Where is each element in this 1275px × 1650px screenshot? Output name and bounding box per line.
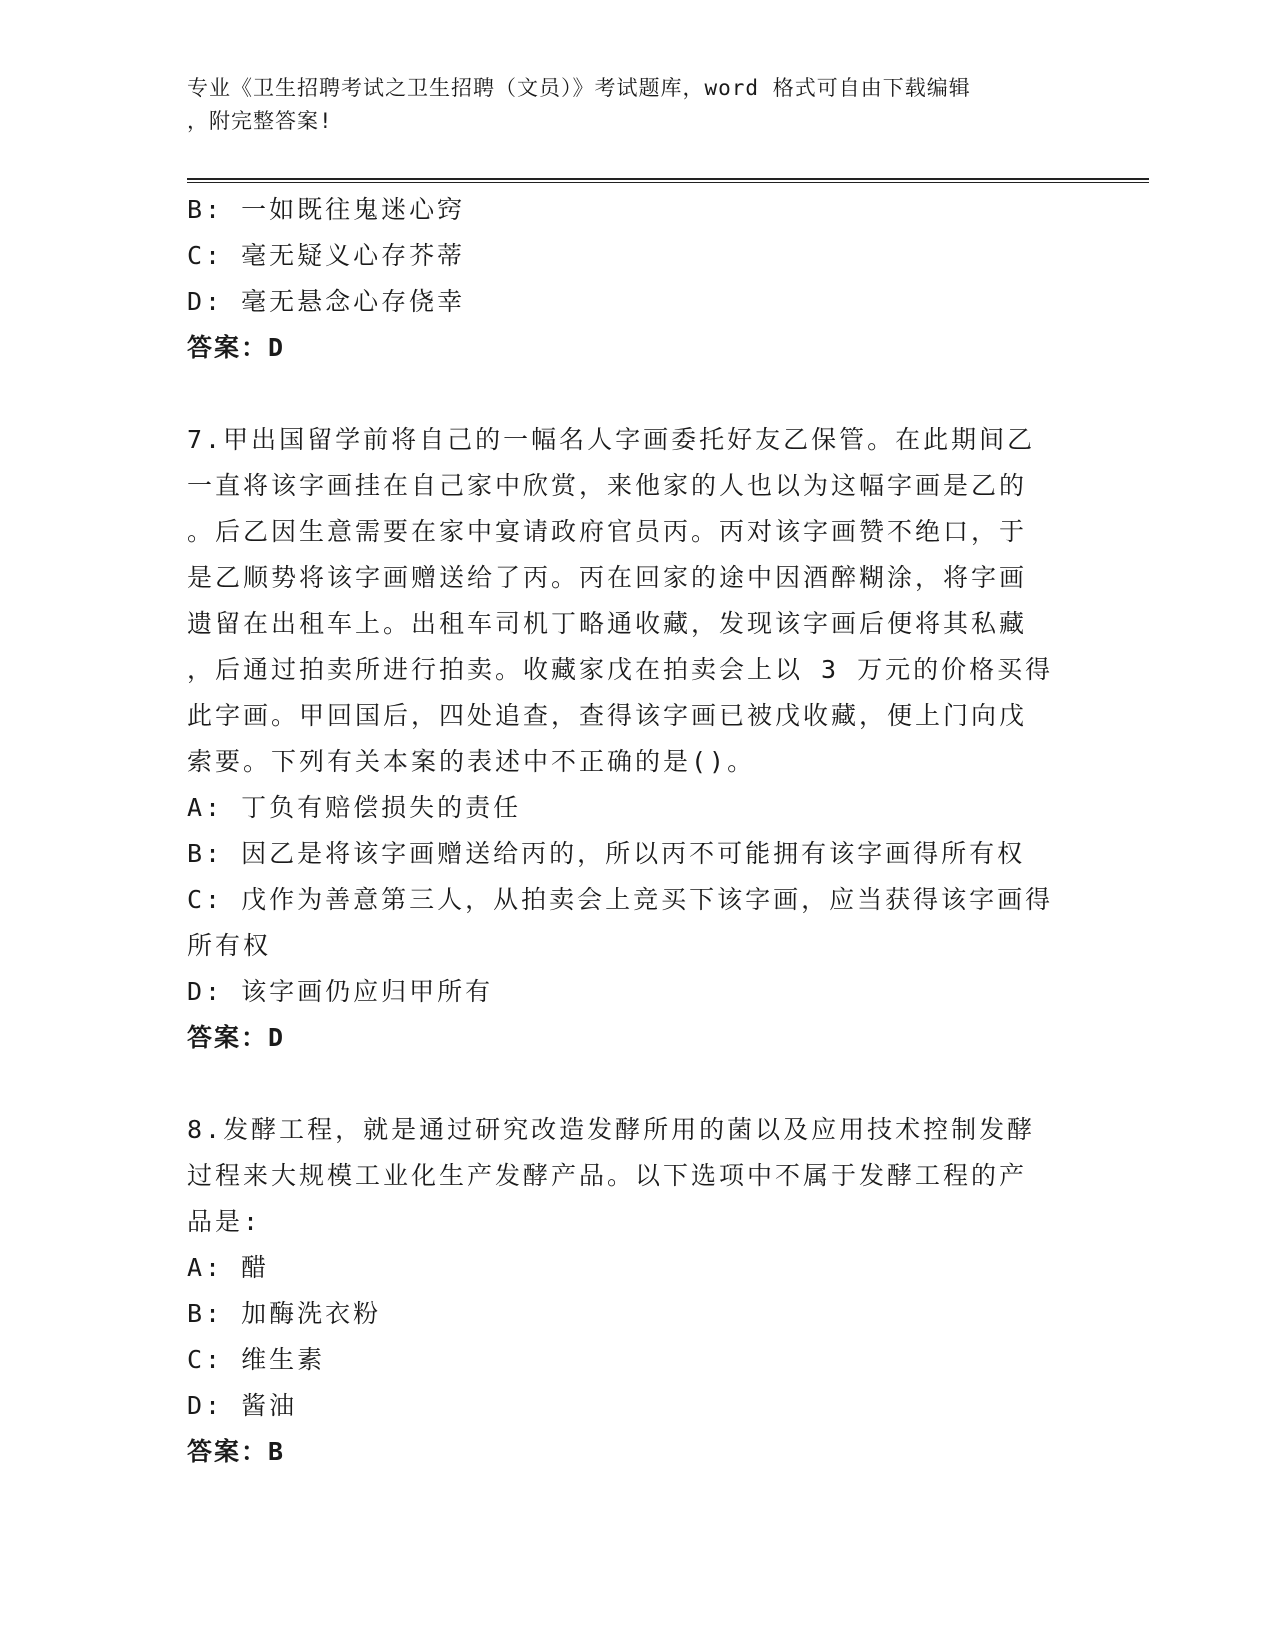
q8-option-c: C: 维生素 <box>187 1345 326 1374</box>
q7-stem-line: 此字画。甲回国后，四处追查，查得该字画已被戊收藏，便上门向戊 <box>187 701 1028 730</box>
header-divider <box>187 178 1149 183</box>
q7-stem-line: 。后乙因生意需要在家中宴请政府官员丙。丙对该字画赞不绝口，于 <box>187 517 1028 546</box>
q6-option-d: D: 毫无悬念心存侥幸 <box>187 287 466 316</box>
q6-option-b: B: 一如既往鬼迷心窍 <box>187 195 466 224</box>
q8-option-b: B: 加酶洗衣粉 <box>187 1299 382 1328</box>
page-header <box>187 72 1067 138</box>
q8-stem-line: 品是: <box>187 1207 262 1236</box>
q7-stem-line: 遗留在出租车上。出租车司机丁略通收藏，发现该字画后便将其私藏 <box>187 609 1028 638</box>
q8-stem-line: 过程来大规模工业化生产发酵产品。以下选项中不属于发酵工程的产 <box>187 1161 1028 1190</box>
q8-stem-line: 8.发酵工程，就是通过研究改造发酵所用的菌以及应用技术控制发酵 <box>187 1115 1036 1144</box>
q7-option-b: B: 因乙是将该字画赠送给丙的，所以丙不可能拥有该字画得所有权 <box>187 839 1026 868</box>
q7-stem-line: 7.甲出国留学前将自己的一幅名人字画委托好友乙保管。在此期间乙 <box>187 425 1036 454</box>
q8-option-d: D: 酱油 <box>187 1391 298 1420</box>
q7-answer: 答案：D <box>187 1023 286 1052</box>
q6-option-c: C: 毫无疑义心存芥蒂 <box>187 241 466 270</box>
q7-option-c: C: 戊作为善意第三人，从拍卖会上竞买下该字画，应当获得该字画得 <box>187 885 1054 914</box>
q7-option-a: A: 丁负有赔偿损失的责任 <box>187 793 522 822</box>
header-line-1: 专业《卫生招聘考试之卫生招聘（文员）》考试题库，word 格式可自由下载编辑 <box>187 76 971 100</box>
header-line-2: ，附完整答案! <box>187 109 333 133</box>
q7-stem-line: 一直将该字画挂在自己家中欣赏，来他家的人也以为这幅字画是乙的 <box>187 471 1028 500</box>
q8-answer: 答案：B <box>187 1437 286 1466</box>
spacer <box>187 371 1077 417</box>
q7-stem-line: 是乙顺势将该字画赠送给了丙。丙在回家的途中因酒醉糊涂，将字画 <box>187 563 1028 592</box>
q6-answer: 答案：D <box>187 333 286 362</box>
q7-option-c-continued: 所有权 <box>187 931 272 960</box>
q7-option-d: D: 该字画仍应归甲所有 <box>187 977 494 1006</box>
q8-option-a: A: 醋 <box>187 1253 270 1282</box>
q7-stem-line: ，后通过拍卖所进行拍卖。收藏家戊在拍卖会上以 3 万元的价格买得 <box>187 655 1054 684</box>
question-content <box>187 187 1077 1475</box>
spacer <box>187 1061 1077 1107</box>
q7-stem-line: 索要。下列有关本案的表述中不正确的是()。 <box>187 747 756 776</box>
